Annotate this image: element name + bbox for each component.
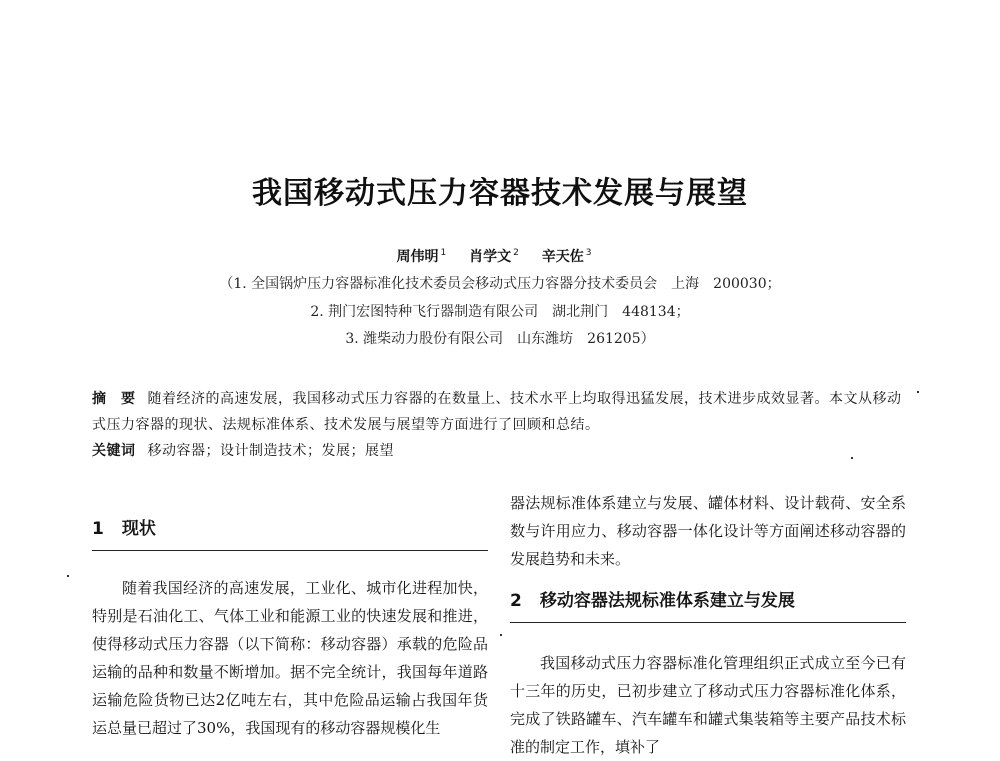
- scan-speck: [500, 634, 502, 636]
- section-body: [92, 574, 488, 742]
- paragraph: 我国移动式压力容器标准化管理组织正式成立至今已有十三年的历史，已初步建立了移动式压力容器标准化体系，完成了铁路罐车、汽车罐车和罐式集装箱等主要产品技术标准的制定工作，填补了: [510, 654, 906, 756]
- author-name: 辛天佐: [541, 249, 584, 265]
- affiliation-line: 2. 荆门宏图特种飞行器制造有限公司 湖北荆门 448134；: [310, 304, 690, 320]
- keywords-label: 关键词: [92, 443, 136, 459]
- scan-speck: [917, 391, 919, 393]
- abstract: [92, 386, 907, 438]
- affiliation-line: （1. 全国锅炉压力容器标准化技术委员会移动式压力容器分技术委员会 上海 200030；: [219, 276, 781, 292]
- keywords-text: 移动容器；设计制造技术；发展；展望: [147, 443, 394, 459]
- author-affil-mark: 2: [513, 248, 519, 259]
- section-heading: [510, 587, 906, 623]
- author-list: [0, 246, 1000, 266]
- paragraph: 器法规标准体系建立与发展、罐体材料、设计载荷、安全系数与许用应力、移动容器一体化设计等方面阐述移动容器的发展趋势和未来。: [510, 494, 906, 568]
- section-title: 现状: [121, 519, 156, 539]
- keywords: [92, 438, 907, 464]
- paragraph: 随着我国经济的高速发展，工业化、城市化进程加快，特别是石油化工、气体工业和能源工业的快速发展和推进，使得移动式压力容器（以下简称：移动容器）承载的危险品运输的品种和数量不断增加。据不完全统计，我国每年道路运输危险货物已达2亿吨左右，其中危险品运输占我国年货运总量已超过了30%，我国现有的移动容器规模化生: [92, 579, 488, 737]
- author-affil-mark: 1: [440, 248, 447, 259]
- author-name: 肖学文: [469, 249, 512, 265]
- author-affil-mark: 3: [585, 248, 592, 259]
- section-number: 1: [92, 519, 104, 539]
- affiliation-line: 3. 潍柴动力股份有限公司 山东潍坊 261205）: [345, 331, 655, 347]
- right-column: [510, 489, 906, 761]
- scan-speck: [851, 457, 853, 459]
- left-column: [92, 515, 488, 742]
- author-name: 周伟明: [396, 249, 439, 265]
- abstract-label: 摘 要: [92, 391, 136, 407]
- section-number: 2: [510, 591, 522, 611]
- section-title: 移动容器法规标准体系建立与发展: [539, 591, 795, 611]
- continued-text: [510, 489, 906, 573]
- section-heading: [92, 515, 488, 551]
- abstract-text: 随着经济的高速发展，我国移动式压力容器的在数量上、技术水平上均取得迅猛发展，技术进步成效显著。本文从移动式压力容器的现状、法规标准体系、技术发展与展望等方面进行了回顾和总结。: [92, 391, 902, 433]
- section-body: [510, 649, 906, 761]
- paper-title: 我国移动式压力容器技术发展与展望: [252, 176, 748, 211]
- scan-speck: [67, 575, 69, 577]
- abstract-block: [92, 386, 907, 464]
